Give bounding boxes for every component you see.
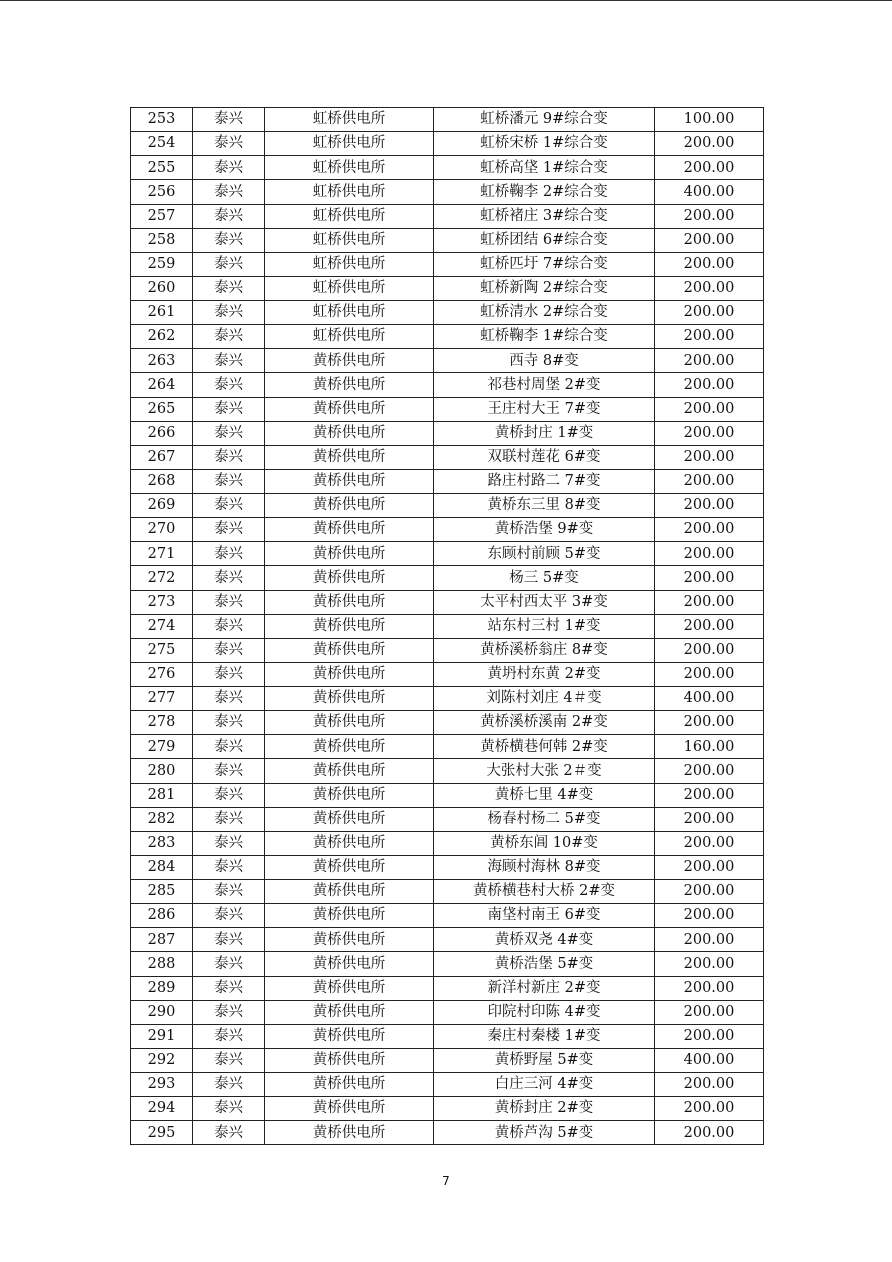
cell-capacity: 200.00	[655, 542, 764, 566]
table-row	[131, 108, 764, 132]
cell-city: 泰兴	[193, 687, 265, 711]
table-row	[131, 156, 764, 180]
cell-city: 泰兴	[193, 807, 265, 831]
cell-city: 泰兴	[193, 952, 265, 976]
cell-power-station: 虹桥供电所	[265, 156, 434, 180]
table-row	[131, 132, 764, 156]
cell-transformer-name: 黄桥双尧 4#变	[434, 928, 655, 952]
cell-capacity: 200.00	[655, 421, 764, 445]
cell-capacity: 100.00	[655, 108, 764, 132]
cell-capacity: 200.00	[655, 325, 764, 349]
cell-power-station: 黄桥供电所	[265, 662, 434, 686]
cell-capacity: 200.00	[655, 204, 764, 228]
table-body	[131, 108, 764, 1145]
cell-transformer-name: 黄桥芦沟 5#变	[434, 1121, 655, 1145]
cell-transformer-name: 虹桥团结 6#综合变	[434, 228, 655, 252]
table-row	[131, 228, 764, 252]
cell-city: 泰兴	[193, 928, 265, 952]
cell-row-number: 255	[131, 156, 193, 180]
cell-transformer-name: 虹桥新陶 2#综合变	[434, 276, 655, 300]
cell-power-station: 黄桥供电所	[265, 469, 434, 493]
cell-power-station: 虹桥供电所	[265, 204, 434, 228]
cell-capacity: 160.00	[655, 735, 764, 759]
table-row	[131, 518, 764, 542]
table-row	[131, 566, 764, 590]
table-row	[131, 276, 764, 300]
cell-capacity: 200.00	[655, 397, 764, 421]
table-row	[131, 807, 764, 831]
cell-transformer-name: 站东村三村 1#变	[434, 614, 655, 638]
cell-transformer-name: 黄坍村东黄 2#变	[434, 662, 655, 686]
cell-capacity: 200.00	[655, 614, 764, 638]
cell-power-station: 黄桥供电所	[265, 928, 434, 952]
cell-transformer-name: 虹桥鞠李 1#综合变	[434, 325, 655, 349]
cell-power-station: 虹桥供电所	[265, 252, 434, 276]
table-row	[131, 880, 764, 904]
cell-capacity: 200.00	[655, 494, 764, 518]
cell-power-station: 黄桥供电所	[265, 880, 434, 904]
cell-capacity: 200.00	[655, 831, 764, 855]
cell-transformer-name: 黄桥东阊 10#变	[434, 831, 655, 855]
cell-row-number: 268	[131, 469, 193, 493]
cell-transformer-name: 西寺 8#变	[434, 349, 655, 373]
table-row	[131, 204, 764, 228]
cell-row-number: 267	[131, 445, 193, 469]
cell-row-number: 262	[131, 325, 193, 349]
cell-city: 泰兴	[193, 469, 265, 493]
cell-row-number: 289	[131, 976, 193, 1000]
cell-transformer-name: 秦庄村秦楼 1#变	[434, 1024, 655, 1048]
cell-capacity: 200.00	[655, 807, 764, 831]
cell-transformer-name: 虹桥鞠李 2#综合变	[434, 180, 655, 204]
cell-row-number: 275	[131, 638, 193, 662]
cell-power-station: 黄桥供电所	[265, 421, 434, 445]
cell-power-station: 黄桥供电所	[265, 445, 434, 469]
cell-transformer-name: 刘陈村刘庄 4＃变	[434, 687, 655, 711]
cell-city: 泰兴	[193, 180, 265, 204]
cell-power-station: 虹桥供电所	[265, 108, 434, 132]
table-row	[131, 542, 764, 566]
cell-city: 泰兴	[193, 494, 265, 518]
cell-row-number: 256	[131, 180, 193, 204]
table-row	[131, 421, 764, 445]
cell-city: 泰兴	[193, 204, 265, 228]
cell-power-station: 虹桥供电所	[265, 180, 434, 204]
cell-city: 泰兴	[193, 373, 265, 397]
cell-row-number: 257	[131, 204, 193, 228]
cell-city: 泰兴	[193, 301, 265, 325]
cell-capacity: 400.00	[655, 687, 764, 711]
cell-power-station: 黄桥供电所	[265, 1121, 434, 1145]
table-row	[131, 325, 764, 349]
cell-row-number: 283	[131, 831, 193, 855]
cell-city: 泰兴	[193, 1000, 265, 1024]
cell-city: 泰兴	[193, 1121, 265, 1145]
cell-row-number: 260	[131, 276, 193, 300]
cell-power-station: 黄桥供电所	[265, 952, 434, 976]
table-row	[131, 494, 764, 518]
cell-city: 泰兴	[193, 228, 265, 252]
cell-power-station: 黄桥供电所	[265, 397, 434, 421]
cell-city: 泰兴	[193, 735, 265, 759]
cell-capacity: 200.00	[655, 156, 764, 180]
table-row	[131, 373, 764, 397]
cell-city: 泰兴	[193, 614, 265, 638]
top-border-line	[0, 0, 892, 1]
cell-transformer-name: 虹桥高垡 1#综合变	[434, 156, 655, 180]
table-row	[131, 397, 764, 421]
cell-transformer-name: 虹桥潘元 9#综合变	[434, 108, 655, 132]
cell-transformer-name: 杨春村杨二 5#变	[434, 807, 655, 831]
cell-power-station: 黄桥供电所	[265, 614, 434, 638]
cell-row-number: 279	[131, 735, 193, 759]
cell-power-station: 黄桥供电所	[265, 1024, 434, 1048]
cell-capacity: 200.00	[655, 662, 764, 686]
cell-transformer-name: 黄桥溪桥溪南 2#变	[434, 711, 655, 735]
cell-transformer-name: 东顾村前顾 5#变	[434, 542, 655, 566]
cell-city: 泰兴	[193, 1097, 265, 1121]
cell-capacity: 200.00	[655, 1024, 764, 1048]
cell-row-number: 281	[131, 783, 193, 807]
cell-row-number: 266	[131, 421, 193, 445]
cell-row-number: 274	[131, 614, 193, 638]
table-row	[131, 783, 764, 807]
cell-row-number: 270	[131, 518, 193, 542]
cell-row-number: 265	[131, 397, 193, 421]
cell-city: 泰兴	[193, 566, 265, 590]
cell-row-number: 288	[131, 952, 193, 976]
cell-capacity: 200.00	[655, 952, 764, 976]
table-row	[131, 1073, 764, 1097]
cell-row-number: 271	[131, 542, 193, 566]
cell-power-station: 黄桥供电所	[265, 807, 434, 831]
cell-transformer-name: 海顾村海林 8#变	[434, 855, 655, 879]
cell-capacity: 200.00	[655, 904, 764, 928]
cell-city: 泰兴	[193, 831, 265, 855]
cell-power-station: 黄桥供电所	[265, 1097, 434, 1121]
table-row	[131, 1121, 764, 1145]
cell-capacity: 200.00	[655, 1097, 764, 1121]
cell-power-station: 黄桥供电所	[265, 373, 434, 397]
cell-transformer-name: 黄桥溪桥翁庄 8#变	[434, 638, 655, 662]
cell-city: 泰兴	[193, 132, 265, 156]
cell-transformer-name: 杨三 5#变	[434, 566, 655, 590]
cell-row-number: 253	[131, 108, 193, 132]
cell-city: 泰兴	[193, 1073, 265, 1097]
cell-power-station: 虹桥供电所	[265, 301, 434, 325]
cell-transformer-name: 双联村莲花 6#变	[434, 445, 655, 469]
cell-transformer-name: 虹桥褚庄 3#综合变	[434, 204, 655, 228]
cell-transformer-name: 黄桥封庄 2#变	[434, 1097, 655, 1121]
cell-power-station: 虹桥供电所	[265, 325, 434, 349]
table-row	[131, 662, 764, 686]
cell-capacity: 200.00	[655, 349, 764, 373]
cell-capacity: 200.00	[655, 301, 764, 325]
cell-row-number: 295	[131, 1121, 193, 1145]
cell-city: 泰兴	[193, 590, 265, 614]
cell-capacity: 200.00	[655, 783, 764, 807]
table-row	[131, 590, 764, 614]
cell-transformer-name: 虹桥宋桥 1#综合变	[434, 132, 655, 156]
transformer-table	[130, 107, 764, 1145]
cell-city: 泰兴	[193, 783, 265, 807]
cell-row-number: 280	[131, 759, 193, 783]
cell-capacity: 200.00	[655, 638, 764, 662]
cell-row-number: 277	[131, 687, 193, 711]
cell-power-station: 黄桥供电所	[265, 735, 434, 759]
cell-capacity: 200.00	[655, 445, 764, 469]
cell-city: 泰兴	[193, 662, 265, 686]
cell-power-station: 黄桥供电所	[265, 494, 434, 518]
cell-row-number: 272	[131, 566, 193, 590]
cell-power-station: 黄桥供电所	[265, 759, 434, 783]
cell-city: 泰兴	[193, 759, 265, 783]
cell-capacity: 200.00	[655, 518, 764, 542]
cell-city: 泰兴	[193, 1048, 265, 1072]
cell-power-station: 黄桥供电所	[265, 1073, 434, 1097]
cell-city: 泰兴	[193, 1024, 265, 1048]
cell-row-number: 282	[131, 807, 193, 831]
cell-transformer-name: 黄桥浩堡 5#变	[434, 952, 655, 976]
cell-power-station: 黄桥供电所	[265, 711, 434, 735]
cell-power-station: 黄桥供电所	[265, 1000, 434, 1024]
page-number: 7	[442, 1174, 450, 1188]
cell-transformer-name: 虹桥清水 2#综合变	[434, 301, 655, 325]
table-row	[131, 711, 764, 735]
cell-row-number: 287	[131, 928, 193, 952]
cell-city: 泰兴	[193, 855, 265, 879]
cell-capacity: 200.00	[655, 1073, 764, 1097]
table-row	[131, 349, 764, 373]
cell-row-number: 261	[131, 301, 193, 325]
table-row	[131, 469, 764, 493]
cell-transformer-name: 黄桥横巷何韩 2#变	[434, 735, 655, 759]
cell-row-number: 263	[131, 349, 193, 373]
cell-capacity: 200.00	[655, 976, 764, 1000]
cell-capacity: 200.00	[655, 1121, 764, 1145]
table-row	[131, 976, 764, 1000]
cell-row-number: 293	[131, 1073, 193, 1097]
cell-power-station: 黄桥供电所	[265, 904, 434, 928]
cell-row-number: 259	[131, 252, 193, 276]
cell-city: 泰兴	[193, 976, 265, 1000]
cell-transformer-name: 黄桥横巷村大桥 2#变	[434, 880, 655, 904]
table-row	[131, 735, 764, 759]
table-row	[131, 687, 764, 711]
cell-capacity: 200.00	[655, 759, 764, 783]
cell-capacity: 400.00	[655, 1048, 764, 1072]
cell-row-number: 290	[131, 1000, 193, 1024]
table-row	[131, 831, 764, 855]
cell-transformer-name: 黄桥封庄 1#变	[434, 421, 655, 445]
table-row	[131, 638, 764, 662]
cell-city: 泰兴	[193, 156, 265, 180]
cell-power-station: 黄桥供电所	[265, 976, 434, 1000]
cell-power-station: 黄桥供电所	[265, 638, 434, 662]
cell-row-number: 258	[131, 228, 193, 252]
cell-capacity: 200.00	[655, 928, 764, 952]
cell-capacity: 200.00	[655, 566, 764, 590]
cell-row-number: 273	[131, 590, 193, 614]
cell-city: 泰兴	[193, 325, 265, 349]
cell-capacity: 200.00	[655, 252, 764, 276]
cell-capacity: 200.00	[655, 469, 764, 493]
cell-city: 泰兴	[193, 904, 265, 928]
cell-transformer-name: 黄桥浩堡 9#变	[434, 518, 655, 542]
cell-city: 泰兴	[193, 252, 265, 276]
cell-row-number: 284	[131, 855, 193, 879]
cell-capacity: 200.00	[655, 590, 764, 614]
cell-power-station: 虹桥供电所	[265, 132, 434, 156]
table-row	[131, 1000, 764, 1024]
table-row	[131, 445, 764, 469]
cell-power-station: 黄桥供电所	[265, 518, 434, 542]
cell-city: 泰兴	[193, 445, 265, 469]
cell-row-number: 264	[131, 373, 193, 397]
cell-city: 泰兴	[193, 518, 265, 542]
cell-power-station: 黄桥供电所	[265, 855, 434, 879]
cell-row-number: 294	[131, 1097, 193, 1121]
cell-transformer-name: 黄桥野屋 5#变	[434, 1048, 655, 1072]
cell-capacity: 200.00	[655, 1000, 764, 1024]
table-row	[131, 1097, 764, 1121]
cell-power-station: 黄桥供电所	[265, 783, 434, 807]
cell-row-number: 269	[131, 494, 193, 518]
cell-transformer-name: 大张村大张 2＃变	[434, 759, 655, 783]
cell-city: 泰兴	[193, 880, 265, 904]
cell-city: 泰兴	[193, 542, 265, 566]
cell-city: 泰兴	[193, 276, 265, 300]
cell-city: 泰兴	[193, 349, 265, 373]
cell-capacity: 200.00	[655, 276, 764, 300]
cell-transformer-name: 太平村西太平 3#变	[434, 590, 655, 614]
cell-power-station: 虹桥供电所	[265, 276, 434, 300]
cell-capacity: 200.00	[655, 132, 764, 156]
cell-power-station: 虹桥供电所	[265, 228, 434, 252]
table-row	[131, 180, 764, 204]
cell-transformer-name: 虹桥匹圩 7#综合变	[434, 252, 655, 276]
cell-transformer-name: 印院村印陈 4#变	[434, 1000, 655, 1024]
cell-power-station: 黄桥供电所	[265, 590, 434, 614]
cell-capacity: 400.00	[655, 180, 764, 204]
cell-transformer-name: 白庄三河 4#变	[434, 1073, 655, 1097]
table-row	[131, 904, 764, 928]
cell-capacity: 200.00	[655, 711, 764, 735]
cell-capacity: 200.00	[655, 855, 764, 879]
cell-transformer-name: 路庄村路二 7#变	[434, 469, 655, 493]
cell-power-station: 黄桥供电所	[265, 1048, 434, 1072]
cell-row-number: 276	[131, 662, 193, 686]
table-row	[131, 614, 764, 638]
cell-row-number: 292	[131, 1048, 193, 1072]
cell-row-number: 254	[131, 132, 193, 156]
cell-capacity: 200.00	[655, 228, 764, 252]
cell-power-station: 黄桥供电所	[265, 542, 434, 566]
table-row	[131, 301, 764, 325]
cell-transformer-name: 新洋村新庄 2#变	[434, 976, 655, 1000]
cell-city: 泰兴	[193, 711, 265, 735]
cell-city: 泰兴	[193, 421, 265, 445]
cell-transformer-name: 南垡村南王 6#变	[434, 904, 655, 928]
table-row	[131, 1024, 764, 1048]
cell-capacity: 200.00	[655, 373, 764, 397]
cell-city: 泰兴	[193, 638, 265, 662]
cell-row-number: 278	[131, 711, 193, 735]
cell-capacity: 200.00	[655, 880, 764, 904]
cell-transformer-name: 黄桥七里 4#变	[434, 783, 655, 807]
table-row	[131, 855, 764, 879]
cell-city: 泰兴	[193, 108, 265, 132]
table-row	[131, 952, 764, 976]
cell-power-station: 黄桥供电所	[265, 831, 434, 855]
cell-transformer-name: 王庄村大王 7#变	[434, 397, 655, 421]
cell-transformer-name: 黄桥东三里 8#变	[434, 494, 655, 518]
cell-row-number: 285	[131, 880, 193, 904]
table-row	[131, 928, 764, 952]
table-row	[131, 252, 764, 276]
cell-city: 泰兴	[193, 397, 265, 421]
cell-row-number: 286	[131, 904, 193, 928]
cell-row-number: 291	[131, 1024, 193, 1048]
table-row	[131, 759, 764, 783]
cell-transformer-name: 祁巷村周堡 2#变	[434, 373, 655, 397]
cell-power-station: 黄桥供电所	[265, 687, 434, 711]
cell-power-station: 黄桥供电所	[265, 349, 434, 373]
cell-power-station: 黄桥供电所	[265, 566, 434, 590]
table-row	[131, 1048, 764, 1072]
